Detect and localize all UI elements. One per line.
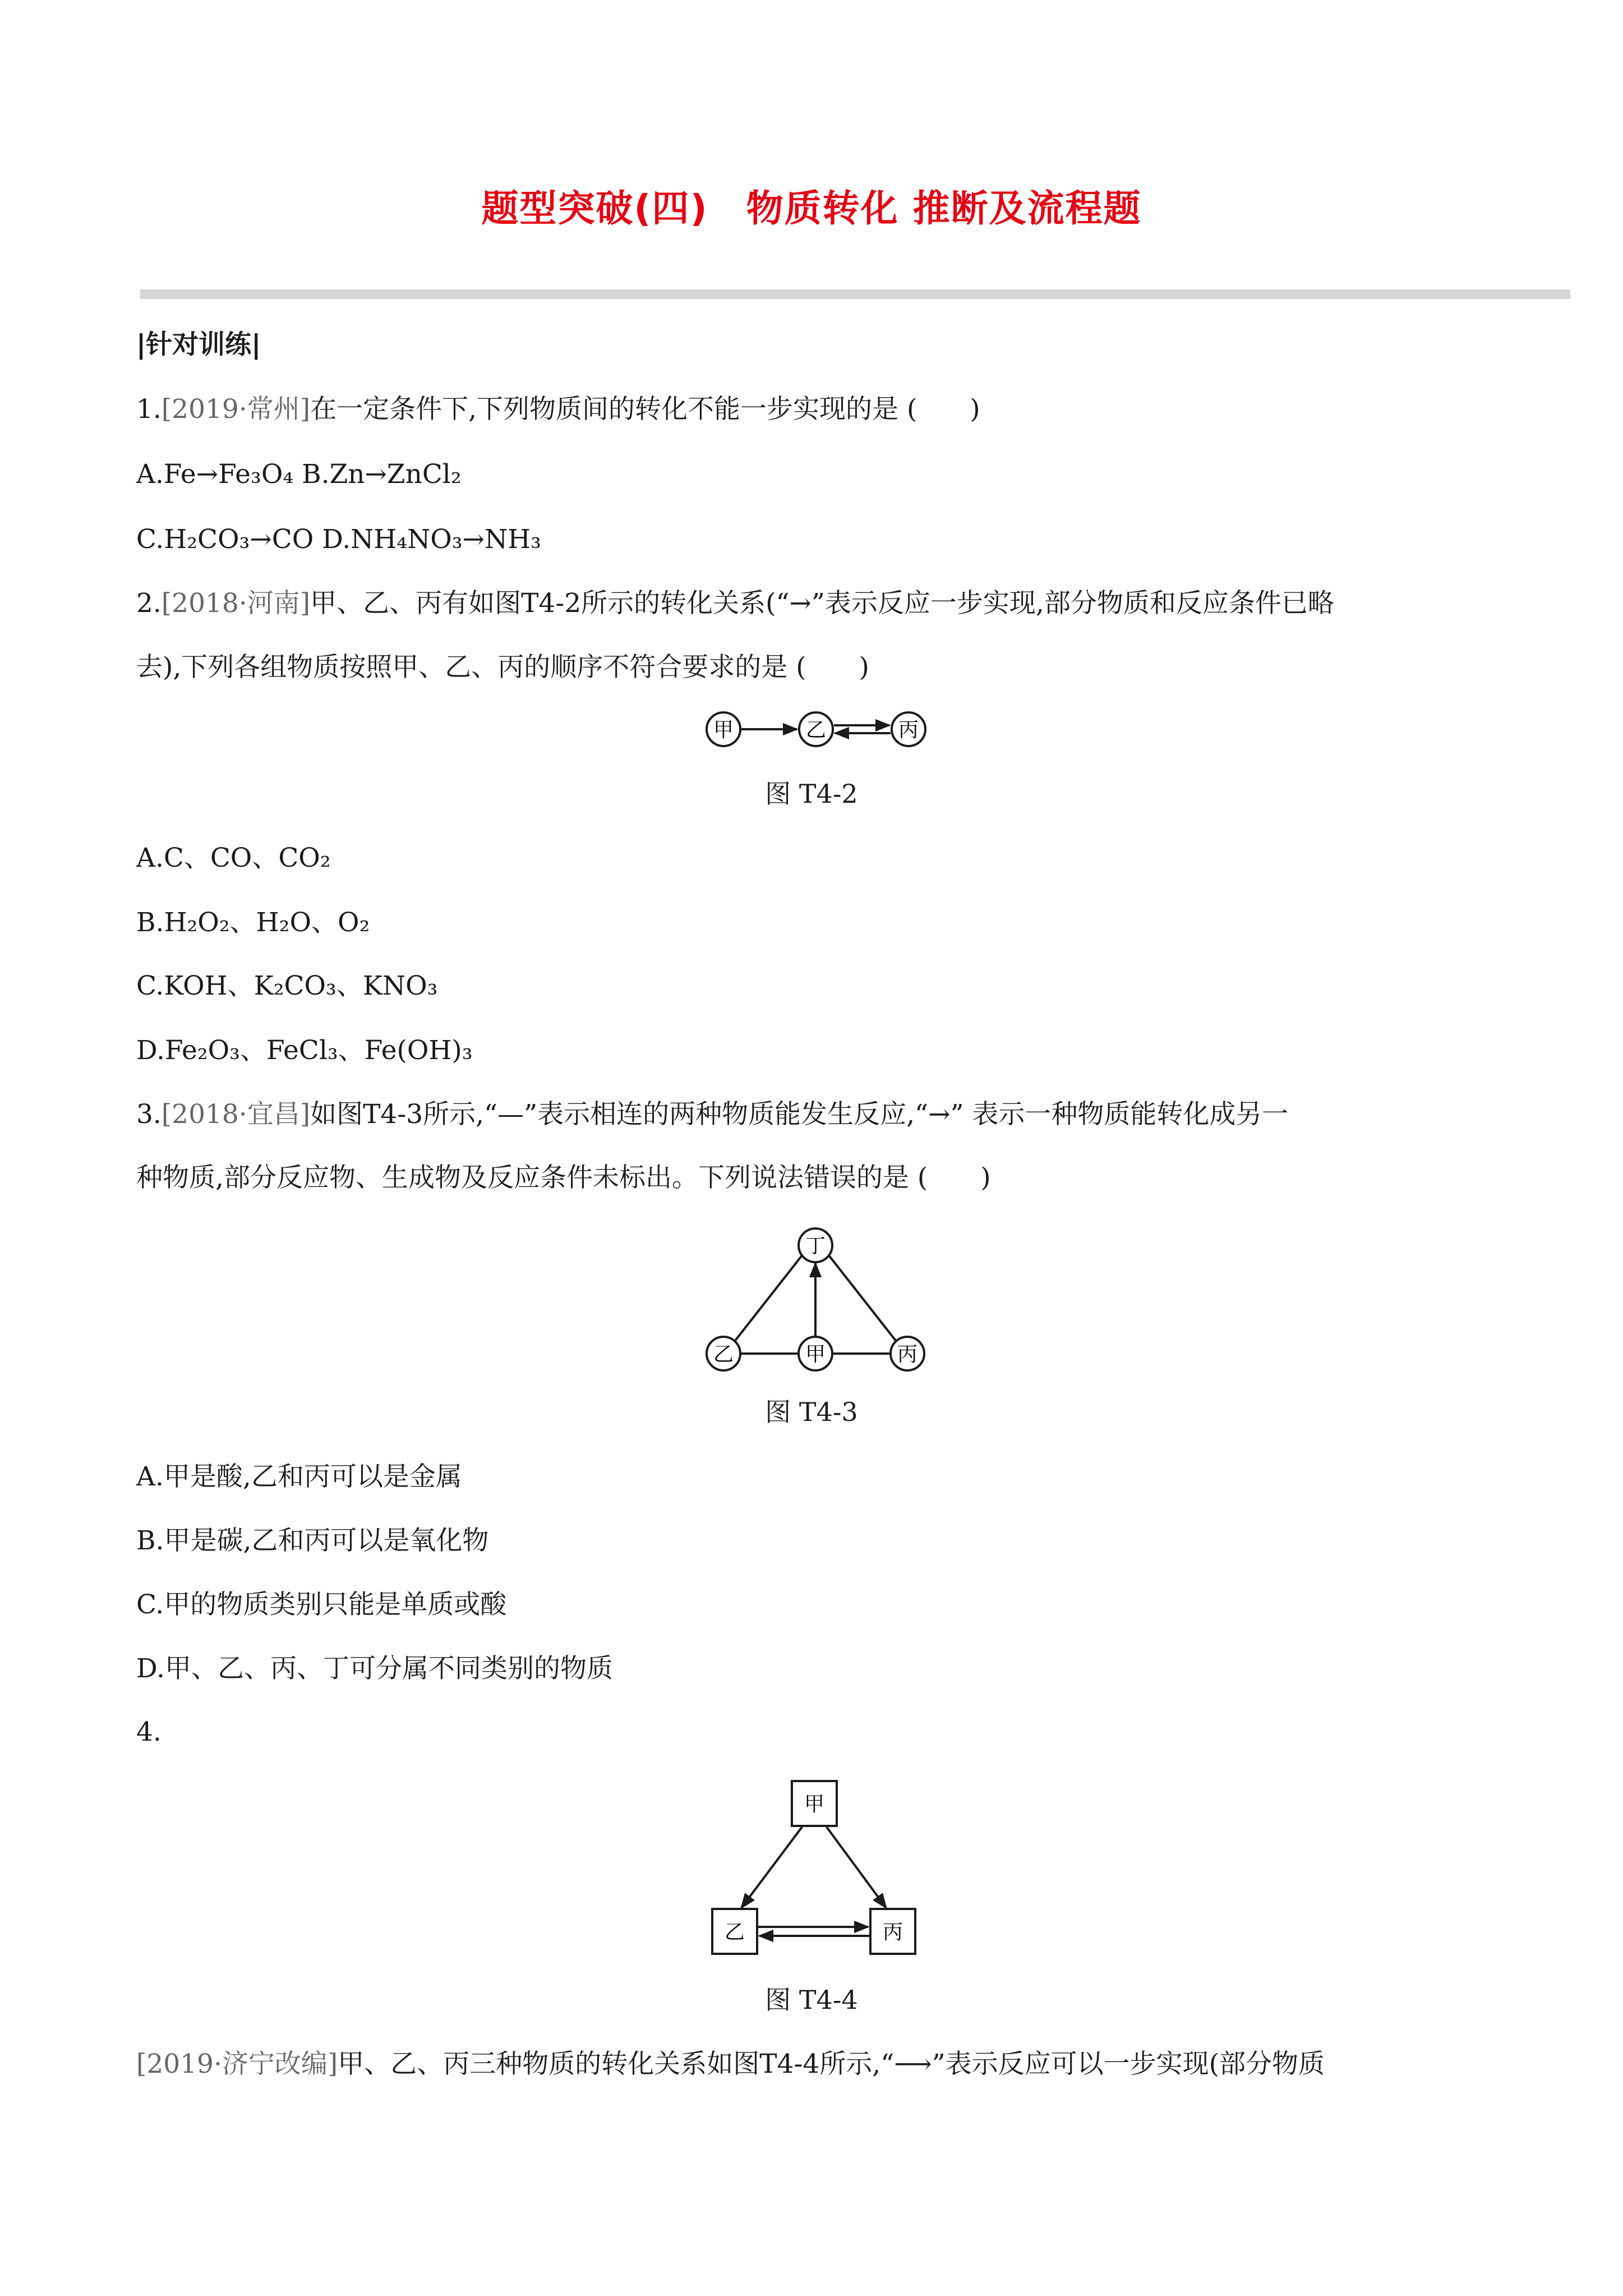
q1-options-ab: A.Fe→Fe₃O₄ B.Zn→ZnCl₂ bbox=[136, 459, 462, 490]
q4-figure-caption: 图 T4-4 bbox=[765, 1985, 858, 2015]
q2-option-c: C.KOH、K₂CO₃、KNO₃ bbox=[136, 970, 438, 1001]
figure-t4-3 bbox=[701, 1217, 937, 1374]
q2-option-a: A.C、CO、CO₂ bbox=[136, 843, 331, 873]
t43-line-ding-bing bbox=[829, 1255, 896, 1341]
section-label: |针对训练| bbox=[136, 329, 261, 360]
q3-stem-line2: 种物质,部分反应物、生成物及反应条件未标出。下列说法错误的是 ( ) bbox=[136, 1162, 991, 1193]
q1-number: 1. bbox=[136, 394, 162, 425]
q3-option-d: D.甲、乙、丙、丁可分属不同类别的物质 bbox=[136, 1653, 613, 1684]
t44-arrow-jia-bing bbox=[827, 1827, 886, 1908]
q3-option-b: B.甲是碳,乙和丙可以是氧化物 bbox=[136, 1525, 489, 1556]
q1-source: [2019·常州] bbox=[161, 394, 311, 425]
title-divider bbox=[140, 289, 1570, 299]
q4-text-line1: 甲、乙、丙三种物质的转化关系如图T4-4所示,“⟶”表示反应可以一步实现(部分物质 bbox=[338, 2049, 1325, 2079]
q1-text: 在一定条件下,下列物质间的转化不能一步实现的是 ( ) bbox=[310, 394, 980, 425]
q2-figure-caption: 图 T4-2 bbox=[765, 779, 858, 809]
t42-node-jia-label: 甲 bbox=[713, 719, 734, 742]
t43-node-bing-label: 丙 bbox=[897, 1343, 918, 1366]
q1-options-cd: C.H₂CO₃→CO D.NH₄NO₃→NH₃ bbox=[136, 524, 541, 555]
t44-node-yi-label: 乙 bbox=[724, 1921, 745, 1944]
figure-t4-2 bbox=[701, 701, 937, 757]
q3-option-c: C.甲的物质类别只能是单质或酸 bbox=[136, 1589, 507, 1620]
q3-option-a: A.甲是酸,乙和丙可以是金属 bbox=[136, 1461, 462, 1492]
q2-text-line1: 甲、乙、丙有如图T4-2所示的转化关系(“→”表示反应一步实现,部分物质和反应条件已略 bbox=[310, 588, 1334, 619]
page-title: 题型突破(四) 物质转化 推断及流程题 bbox=[481, 187, 1142, 230]
q4-stem-line1 bbox=[136, 2047, 1325, 2081]
q3-source: [2018·宜昌] bbox=[161, 1099, 311, 1130]
t44-arrow-jia-yi bbox=[741, 1827, 802, 1908]
q2-option-b: B.H₂O₂、H₂O、O₂ bbox=[136, 907, 370, 938]
q2-stem-line2: 去),下列各组物质按照甲、乙、丙的顺序不符合要求的是 ( ) bbox=[136, 652, 869, 683]
q3-text-line1: 如图T4-3所示,“—”表示相连的两种物质能发生反应,“→” 表示一种物质能转化成另一 bbox=[310, 1099, 1289, 1130]
t44-node-bing-label: 丙 bbox=[882, 1921, 903, 1944]
q1-stem bbox=[136, 393, 980, 426]
q4-number: 4. bbox=[136, 1717, 162, 1747]
q2-source: [2018·河南] bbox=[161, 588, 311, 619]
t43-node-jia-label: 甲 bbox=[805, 1343, 826, 1366]
figure-t4-4 bbox=[707, 1775, 931, 1961]
t44-node-jia-label: 甲 bbox=[804, 1793, 825, 1816]
q2-number: 2. bbox=[136, 588, 162, 619]
q2-option-d: D.Fe₂O₃、FeCl₃、Fe(OH)₃ bbox=[136, 1035, 473, 1066]
q4-source: [2019·济宁改编] bbox=[136, 2049, 338, 2079]
t43-node-yi-label: 乙 bbox=[713, 1343, 734, 1366]
t42-node-yi-label: 乙 bbox=[805, 719, 827, 742]
t43-line-yi-ding bbox=[735, 1255, 802, 1341]
q3-stem-line1 bbox=[136, 1098, 1288, 1131]
q2-stem-line1 bbox=[136, 587, 1334, 620]
q3-number: 3. bbox=[136, 1099, 162, 1130]
q3-figure-caption: 图 T4-3 bbox=[765, 1397, 858, 1427]
t43-node-ding-label: 丁 bbox=[805, 1235, 826, 1258]
t42-node-bing-label: 丙 bbox=[898, 719, 919, 742]
